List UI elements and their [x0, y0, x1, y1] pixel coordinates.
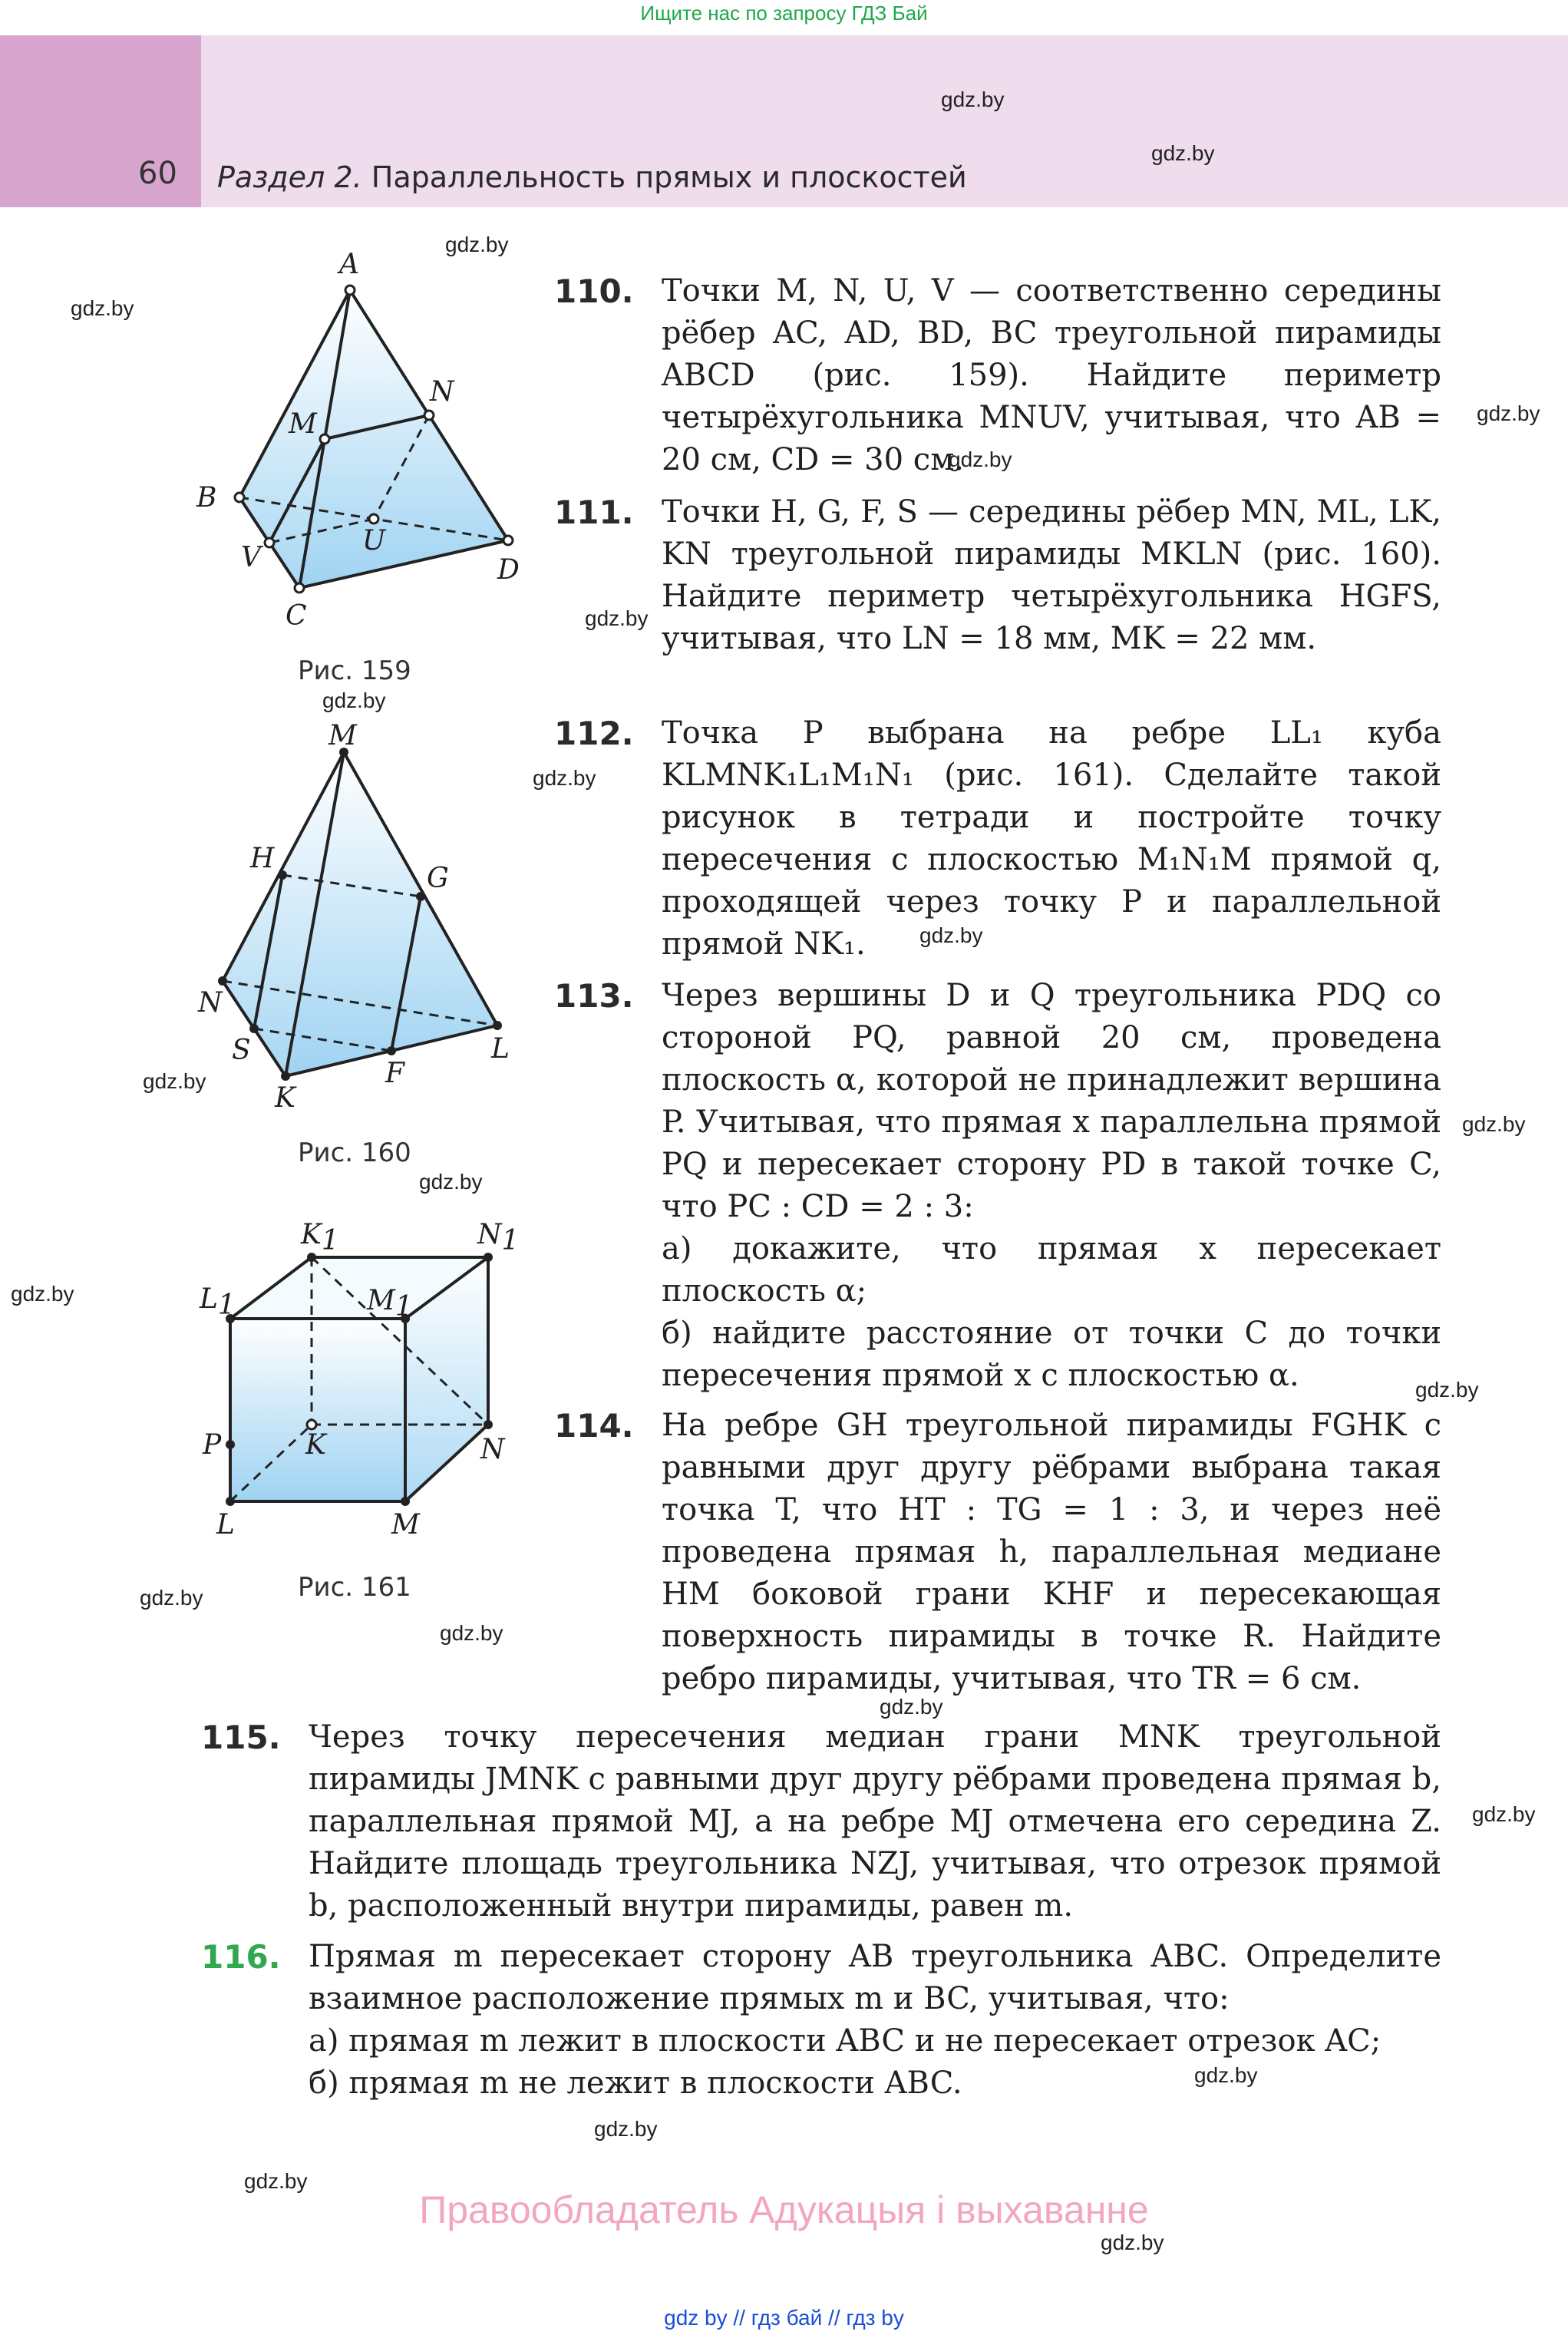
footer-links[interactable]: gdz by // гдз бай // гдз by [664, 2306, 904, 2330]
problem-116 [201, 1936, 1441, 2112]
label-G: G [427, 863, 449, 894]
problem-number: 113. [554, 977, 634, 1015]
problem-number: 112. [554, 715, 634, 752]
problem-text: Через точку пересечения медиан грани MNK треугольной пирамиды JMNK с равными друг другу рёбрами проведена прямая b, параллельная прямой MJ, а на ребре MJ отмечена его середина Z. Найдите площадь треугольника NZJ, учитывая, что отрезок прямой b, расположенный внутри пирамиды, равен m. [309, 1719, 1441, 1924]
watermark: gdz.by [533, 766, 596, 790]
label-K: K [305, 1429, 326, 1461]
problem-114 [554, 1405, 1441, 1704]
problem-115 [201, 1716, 1441, 1931]
point-H [278, 870, 287, 880]
label-K: K [275, 1082, 295, 1114]
label-L: L [491, 1033, 510, 1065]
problem-110 [554, 270, 1441, 480]
watermark: gdz.by [71, 296, 134, 320]
label-P: P [203, 1429, 222, 1461]
page-number: 60 [138, 156, 177, 191]
point-K [281, 1072, 290, 1081]
point-L [226, 1497, 235, 1506]
watermark: gdz.by [919, 923, 983, 947]
figure-161 [177, 1205, 545, 1558]
cube-front-face [230, 1319, 405, 1501]
problem-text: Прямая m пересекает сторону AB треугольника ABC. Определите взаимное расположение прямых m и BC, учитывая, что: [309, 1939, 1441, 2016]
watermark: gdz.by [322, 689, 386, 712]
label-H: H [250, 843, 275, 874]
section-prefix: Раздел 2. [217, 160, 362, 194]
section-title-text: Параллельность прямых и плоскостей [371, 160, 967, 194]
problem-112 [554, 712, 1441, 966]
watermark: gdz.by [1462, 1112, 1526, 1136]
label-L1: L1 [200, 1283, 236, 1321]
point-C [295, 583, 304, 593]
watermark: gdz.by [880, 1695, 943, 1719]
label-M1: M1 [367, 1285, 413, 1323]
point-N [484, 1420, 493, 1429]
watermark: gdz.by [1194, 2063, 1258, 2087]
watermark: gdz.by [1477, 401, 1540, 425]
label-M: M [289, 408, 317, 440]
caption-fig160: Рис. 160 [298, 1138, 411, 1168]
label-K1: K1 [301, 1219, 339, 1257]
watermark: gdz.by [585, 606, 649, 630]
watermark: gdz.by [1415, 1378, 1479, 1402]
section-title [217, 160, 967, 194]
figure-159 [177, 246, 545, 645]
point-S [249, 1024, 259, 1033]
problem-text: Точка P выбрана на ребре LL₁ куба KLMNK₁L₁M₁N₁ (рис. 161). Сделайте такой рисунок в тетради и постройте точку пересечения с плоскостью M₁N₁M прямой q, проходящей через точку P и параллельной прямой NK₁. [662, 715, 1441, 962]
copyright-notice: Правообладатель Адукацыя і выхаванне [419, 2188, 1149, 2231]
point-N [424, 411, 434, 420]
label-A: A [339, 249, 359, 280]
problem-111 [554, 491, 1441, 702]
point-M [320, 434, 329, 444]
watermark: gdz.by [440, 1621, 503, 1645]
point-U [369, 514, 378, 523]
problem-item-b: б) найдите расстояние от точки C до точки пересечения прямой x с плоскостью α. [662, 1316, 1441, 1393]
problem-number: 111. [554, 494, 634, 531]
problem-text: Точки M, N, U, V — соответственно середины рёбер AC, AD, BD, BC треугольной пирамиды ABCD (рис. 159). Найдите периметр четырёхугольника MNUV, учитывая, что AB = 20 см, CD = 30 см. [662, 273, 1441, 477]
problem-item-a: а) докажите, что прямая x пересекает плоскость α; [662, 1231, 1441, 1309]
point-F [387, 1046, 396, 1055]
problem-text: На ребре GH треугольной пирамиды FGHK с равными друг другу рёбрами выбрана такая точка T, что HT : TG = 1 : 3, и через неё проведена прямая h, параллельная медиане HM боковой грани KHF и пересекающая поверхность пирамиды в точке R. Найдите ребро пирамиды, учитывая, что TR = 6 см. [662, 1408, 1441, 1696]
label-M: M [391, 1509, 420, 1541]
watermark: gdz.by [140, 1586, 203, 1610]
watermark: gdz.by [1151, 141, 1215, 165]
problem-number: 115. [201, 1719, 281, 1756]
watermark: gdz.by [1472, 1802, 1536, 1826]
watermark: gdz.by [11, 1282, 74, 1306]
watermark: gdz.by [445, 233, 509, 256]
watermark: gdz.by [244, 2169, 308, 2193]
label-M: M [328, 722, 357, 751]
problem-item-a: а) прямая m лежит в плоскости ABC и не пересекает отрезок AC; [309, 2023, 1381, 2059]
label-F: F [385, 1058, 404, 1089]
point-N [218, 976, 227, 986]
point-M [401, 1497, 410, 1506]
point-B [235, 493, 244, 502]
point-K1 [307, 1253, 316, 1262]
watermark: gdz.by [1101, 2231, 1164, 2254]
label-N: N [480, 1434, 505, 1465]
point-G [416, 892, 425, 901]
label-N1: N1 [477, 1219, 520, 1257]
label-U: U [362, 525, 386, 556]
point-N1 [484, 1253, 493, 1262]
watermark: gdz.by [419, 1170, 483, 1194]
top-search-note: Ищите нас по запросу ГДЗ Бай [640, 2, 928, 25]
label-V: V [241, 542, 261, 573]
watermark: gdz.by [949, 447, 1012, 471]
label-N: N [430, 376, 454, 408]
figure-160 [177, 722, 545, 1121]
label-L: L [216, 1509, 235, 1541]
point-K [307, 1420, 316, 1429]
problem-113 [554, 975, 1441, 1397]
watermark: gdz.by [594, 2117, 658, 2141]
watermark: gdz.by [941, 88, 1005, 111]
problem-item-b: б) прямая m не лежит в плоскости ABC. [309, 2066, 962, 2101]
point-A [345, 286, 355, 295]
point-P [226, 1440, 235, 1449]
point-V [265, 538, 274, 547]
caption-fig159: Рис. 159 [298, 655, 411, 686]
caption-fig161: Рис. 161 [298, 1572, 411, 1603]
problem-number: 110. [554, 272, 634, 310]
problem-number: 114. [554, 1407, 634, 1445]
label-N: N [198, 987, 223, 1019]
label-S: S [232, 1035, 251, 1066]
point-L [493, 1021, 502, 1030]
problem-number: 116. [201, 1938, 281, 1976]
label-C: C [286, 600, 307, 632]
problem-text: Точки H, G, F, S — середины рёбер MN, ML, LK, KN треугольной пирамиды MKLN (рис. 160). Найдите периметр четырёхугольника HGFS, учитывая, что LN = 18 мм, MK = 22 мм. [662, 494, 1441, 656]
label-B: B [196, 482, 217, 514]
watermark: gdz.by [143, 1069, 206, 1093]
point-D [503, 536, 513, 545]
label-D: D [497, 554, 520, 586]
problem-text: Через вершины D и Q треугольника PDQ со стороной PQ, равной 20 см, проведена плоскость α, которой не принадлежит вершина P. Учитывая, что прямая x параллельна прямой PQ и пересекает сторону PD в такой точке C, что PC : CD = 2 : 3: [662, 978, 1441, 1224]
